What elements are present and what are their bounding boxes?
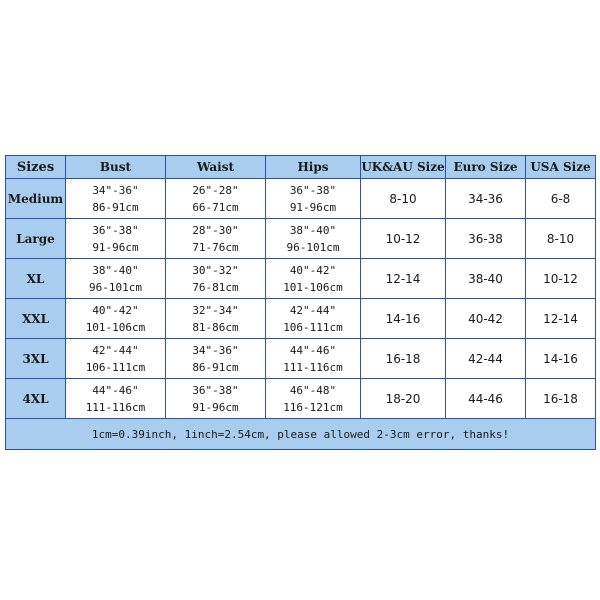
bust-cell [66,219,166,259]
hips-cm: 111-116cm [283,360,343,374]
hips-cm: 116-121cm [283,400,343,414]
header-row [6,156,596,179]
bust-inches: 38"-40" [92,263,139,277]
hips-inches: 42"-44" [289,303,337,317]
euro-cell: 42-44 [446,339,526,379]
bust-cm: 111-116cm [85,400,146,414]
waist-inches: 30"-32" [192,263,239,277]
hips-inches: 38"-40" [289,223,337,237]
uk-au-cell: 14-16 [361,299,446,339]
waist-cm: 86-91cm [192,360,239,374]
size-chart [5,155,595,450]
waist-cell [166,299,266,339]
bust-inches: 34"-36" [92,183,139,197]
size-label: 4XL [6,379,66,419]
table-row-3xl [6,339,596,379]
waist-inches: 26"-28" [192,183,239,197]
usa-cell: 16-18 [526,379,596,419]
size-table [5,155,596,450]
header-sizes: Sizes [6,156,66,179]
usa-cell: 6-8 [526,179,596,219]
size-label: 3XL [6,339,66,379]
hips-inches: 46"-48" [289,383,337,397]
bust-cell [66,339,166,379]
hips-inches: 44"-46" [289,343,337,357]
header-uk-au-size: UK&AU Size [361,156,446,179]
hips-cell [266,299,361,339]
bust-inches: 42"-44" [92,343,139,357]
waist-inches: 36"-38" [192,383,239,397]
uk-au-cell: 18-20 [361,379,446,419]
euro-cell: 38-40 [446,259,526,299]
bust-cm: 91-96cm [92,240,139,254]
waist-cell [166,179,266,219]
waist-cm: 81-86cm [192,320,239,334]
note-row [6,419,596,450]
hips-cm: 101-106cm [283,280,343,294]
euro-cell: 44-46 [446,379,526,419]
waist-inches: 28"-30" [192,223,239,237]
waist-cell [166,339,266,379]
waist-inches: 32"-34" [192,303,239,317]
uk-au-cell: 12-14 [361,259,446,299]
uk-au-cell: 16-18 [361,339,446,379]
euro-cell: 34-36 [446,179,526,219]
size-label: Large [6,219,66,259]
hips-cell [266,219,361,259]
waist-cm: 71-76cm [192,240,239,254]
header-usa-size: USA Size [526,156,596,179]
usa-cell: 10-12 [526,259,596,299]
bust-cm: 86-91cm [92,200,139,214]
hips-cm: 91-96cm [289,200,337,214]
bust-inches: 40"-42" [92,303,139,317]
hips-cm: 96-101cm [286,240,340,254]
waist-cm: 91-96cm [192,400,239,414]
hips-inches: 36"-38" [289,183,337,197]
size-label: XXL [6,299,66,339]
bust-cell [66,299,166,339]
waist-cm: 66-71cm [192,200,239,214]
hips-cell [266,259,361,299]
table-row-xxl [6,299,596,339]
size-label: XL [6,259,66,299]
header-waist: Waist [166,156,266,179]
usa-cell: 14-16 [526,339,596,379]
waist-cm: 76-81cm [192,280,239,294]
size-label: Medium [6,179,66,219]
uk-au-cell: 8-10 [361,179,446,219]
hips-cell [266,339,361,379]
hips-inches: 40"-42" [289,263,337,277]
bust-cm: 96-101cm [89,280,142,294]
euro-cell: 36-38 [446,219,526,259]
bust-cell [66,179,166,219]
table-row-large [6,219,596,259]
hips-cm: 106-111cm [283,320,343,334]
table-row-xl [6,259,596,299]
waist-inches: 34"-36" [192,343,239,357]
header-euro-size: Euro Size [446,156,526,179]
table-row-medium [6,179,596,219]
usa-cell: 8-10 [526,219,596,259]
bust-cell [66,259,166,299]
waist-cell [166,219,266,259]
uk-au-cell: 10-12 [361,219,446,259]
table-row-4xl [6,379,596,419]
waist-cell [166,379,266,419]
bust-cell [66,379,166,419]
header-bust: Bust [66,156,166,179]
waist-cell [166,259,266,299]
bust-inches: 36"-38" [92,223,139,237]
hips-cell [266,379,361,419]
conversion-note: 1cm=0.39inch, 1inch=2.54cm, please allowed 2-3cm error, thanks! [6,419,596,450]
euro-cell: 40-42 [446,299,526,339]
usa-cell: 12-14 [526,299,596,339]
hips-cell [266,179,361,219]
bust-inches: 44"-46" [92,383,139,397]
bust-cm: 106-111cm [85,360,146,374]
header-hips: Hips [266,156,361,179]
bust-cm: 101-106cm [85,320,146,334]
